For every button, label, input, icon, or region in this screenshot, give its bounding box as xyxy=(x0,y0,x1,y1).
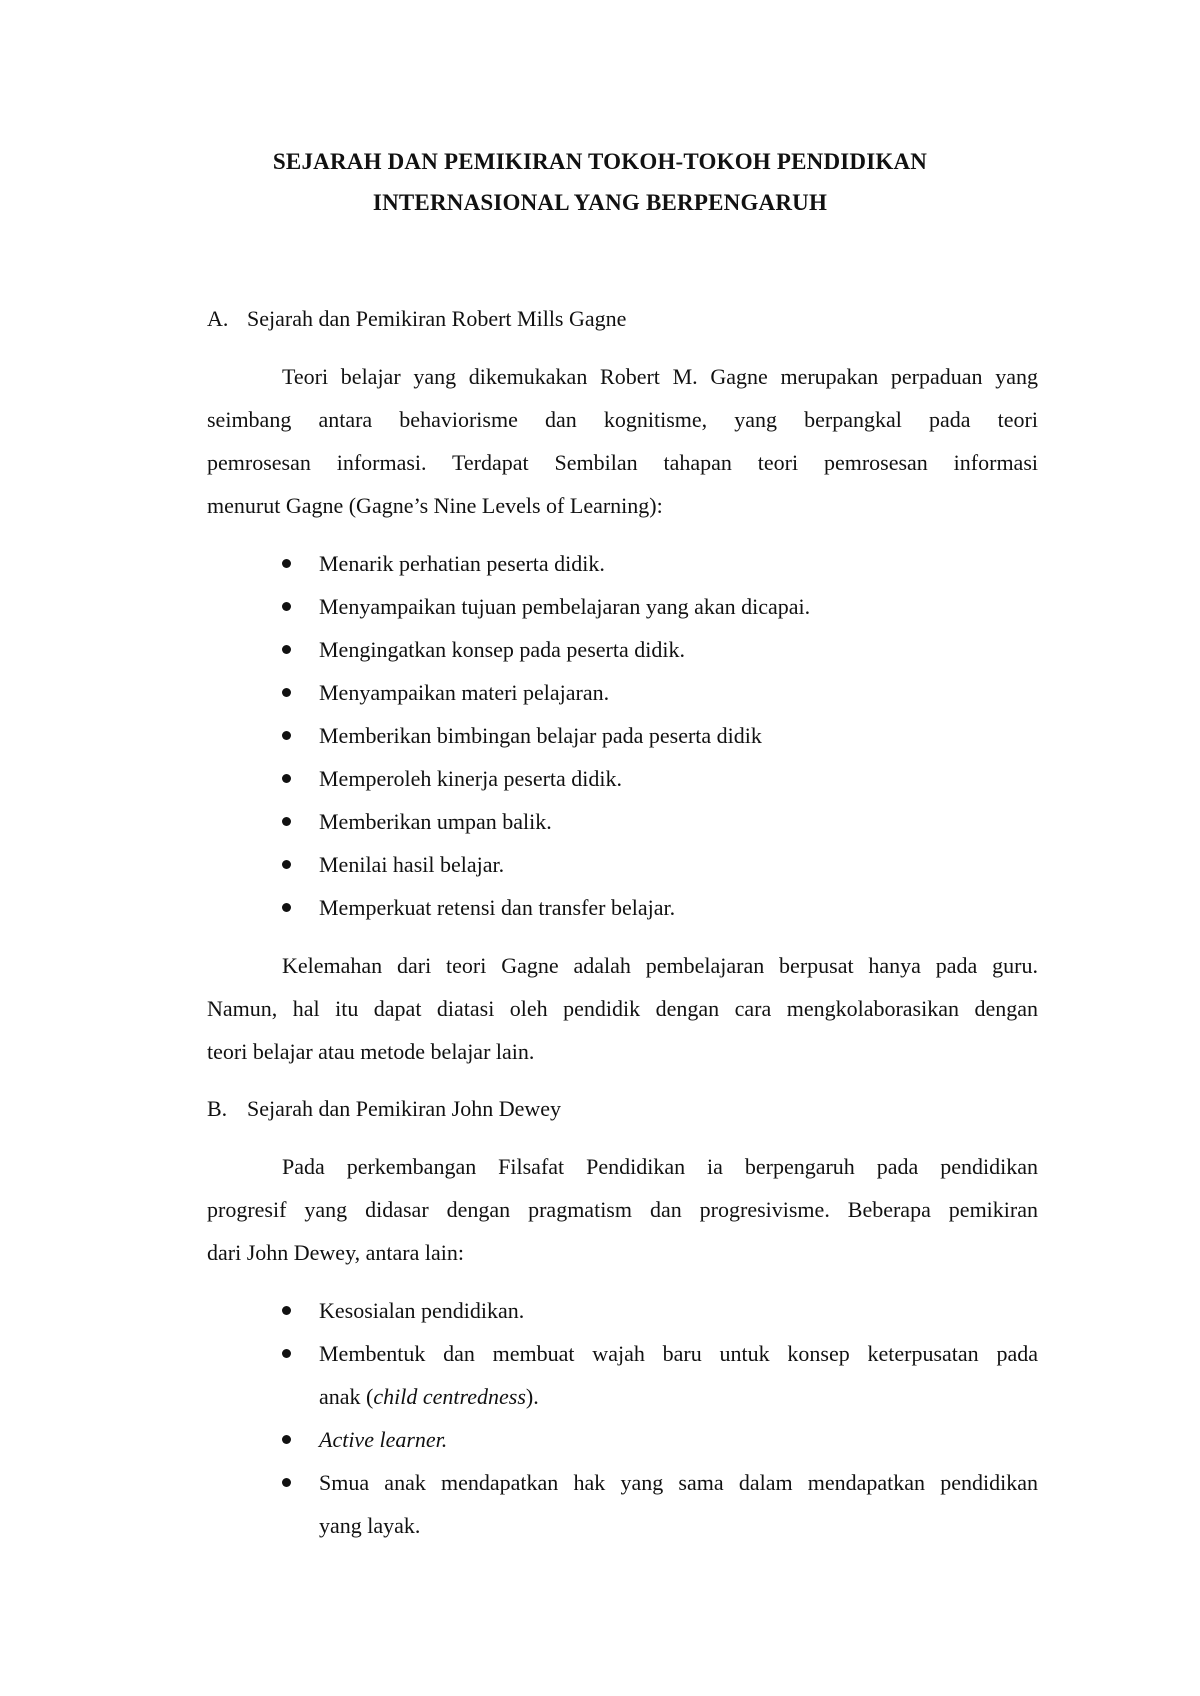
list-item-continuation: yang layak. xyxy=(319,1513,421,1538)
list-item-text: Smua anak mendapatkan hak yang sama dalam mendapatkan pendidikan xyxy=(319,1470,1038,1495)
bullet-icon xyxy=(282,817,291,826)
bullet-icon xyxy=(282,645,291,654)
section-b-letter: B. xyxy=(207,1096,228,1121)
section-a-intro-line-1: Teori belajar yang dikemukakan Robert M. Gagne merupakan perpaduan yang xyxy=(282,364,1038,389)
bullet-icon xyxy=(282,602,291,611)
bullet-icon xyxy=(282,860,291,869)
list-item-text-part: anak ( xyxy=(319,1384,374,1409)
bullet-icon xyxy=(282,774,291,783)
section-b-intro-line-2: progresif yang didasar dengan pragmatism dan progresivisme. Beberapa pemikiran xyxy=(207,1197,1038,1222)
section-a-closing-line-2: Namun, hal itu dapat diatasi oleh pendidik dengan cara mengkolaborasikan dengan xyxy=(207,996,1038,1021)
section-a-heading xyxy=(207,308,626,330)
list-item-text: Menarik perhatian peserta didik. xyxy=(319,551,605,576)
section-b-heading-text: Sejarah dan Pemikiran John Dewey xyxy=(247,1096,562,1121)
section-a-intro-line-4: menurut Gagne (Gagne’s Nine Levels of Learning): xyxy=(207,493,663,518)
section-b-intro-line-3: dari John Dewey, antara lain: xyxy=(207,1240,464,1265)
bullet-icon xyxy=(282,1435,291,1444)
section-a-intro-line-2: seimbang antara behaviorisme dan kognitisme, yang berpangkal pada teori xyxy=(207,407,1038,432)
section-a-closing-line-3: teori belajar atau metode belajar lain. xyxy=(207,1039,535,1064)
bullet-icon xyxy=(282,1349,291,1358)
bullet-icon xyxy=(282,1306,291,1315)
section-a-closing-line-1: Kelemahan dari teori Gagne adalah pembelajaran berpusat hanya pada guru. xyxy=(282,953,1038,978)
list-item-text: Menyampaikan materi pelajaran. xyxy=(319,680,610,705)
section-a-letter: A. xyxy=(207,306,229,331)
list-item-text-part: ). xyxy=(525,1384,539,1409)
list-item-continuation xyxy=(319,1386,1038,1408)
section-a-intro-line-3: pemrosesan informasi. Terdapat Sembilan tahapan teori pemrosesan informasi xyxy=(207,450,1038,475)
bullet-icon xyxy=(282,1478,291,1487)
section-a-heading-text: Sejarah dan Pemikiran Robert Mills Gagne xyxy=(247,306,627,331)
list-item-italic-term: child centredness xyxy=(373,1384,526,1409)
list-item-text: Membentuk dan membuat wajah baru untuk konsep keterpusatan pada xyxy=(319,1341,1038,1366)
list-item-text: Active learner. xyxy=(319,1427,448,1452)
list-item-text: Menyampaikan tujuan pembelajaran yang akan dicapai. xyxy=(319,594,811,619)
bullet-icon xyxy=(282,559,291,568)
list-item-text: Memperkuat retensi dan transfer belajar. xyxy=(319,895,676,920)
list-item-text: Memberikan bimbingan belajar pada peserta didik xyxy=(319,723,762,748)
bullet-icon xyxy=(282,731,291,740)
list-item-text: Memperoleh kinerja peserta didik. xyxy=(319,766,623,791)
document-title-line-2: INTERNASIONAL YANG BERPENGARUH xyxy=(372,190,828,215)
list-item-text: Mengingatkan konsep pada peserta didik. xyxy=(319,637,685,662)
list-item-text: Memberikan umpan balik. xyxy=(319,809,552,834)
list-item-text: Kesosialan pendidikan. xyxy=(319,1298,525,1323)
document-title-line-1: SEJARAH DAN PEMIKIRAN TOKOH-TOKOH PENDIDIKAN xyxy=(272,149,928,174)
section-b-intro-line-1: Pada perkembangan Filsafat Pendidikan ia berpengaruh pada pendidikan xyxy=(282,1154,1038,1179)
bullet-icon xyxy=(282,903,291,912)
bullet-icon xyxy=(282,688,291,697)
section-b-heading xyxy=(207,1098,561,1120)
list-item-text: Menilai hasil belajar. xyxy=(319,852,505,877)
